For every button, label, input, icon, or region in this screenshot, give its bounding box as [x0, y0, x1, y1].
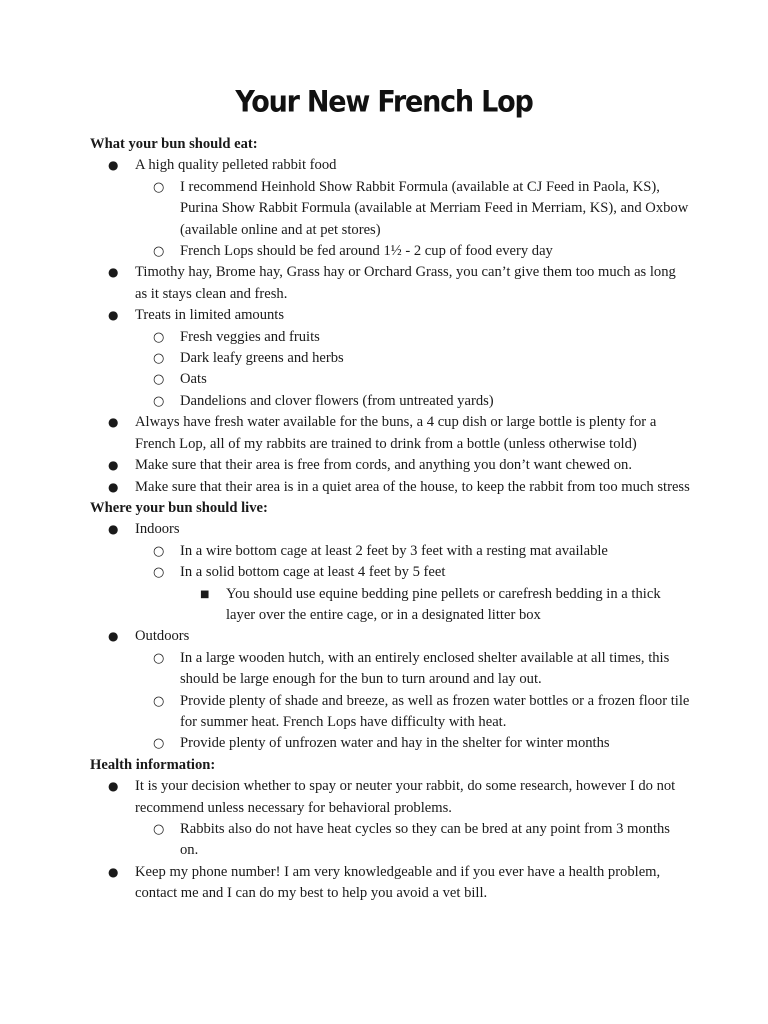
- list-item-text: Make sure that their area is free from cords, and anything you don’t want chewed on.: [135, 457, 632, 474]
- hollow-circle-bullet-icon: ○: [153, 329, 165, 345]
- list-item: [135, 819, 690, 862]
- list-item-text: Always have fresh water available for the buns, a 4 cup dish or large bottle is plenty for a French Lop, all of my rabbits are trained to drink from a bottle (unless otherwise told): [135, 414, 657, 452]
- list-item-text: In a wire bottom cage at least 2 feet by 3 feet with a resting mat available: [180, 542, 608, 559]
- list-item-text: A high quality pelleted rabbit food: [135, 157, 337, 174]
- list-item-text: French Lops should be fed around 1½ - 2 cup of food every day: [180, 243, 553, 260]
- filled-circle-bullet-icon: ●: [108, 308, 119, 323]
- hollow-circle-bullet-icon: ○: [153, 565, 165, 581]
- bullet-list-level-2: [135, 177, 690, 263]
- list-item: [90, 519, 690, 626]
- bullet-list-level-2: [135, 327, 690, 413]
- hollow-circle-bullet-icon: ○: [153, 650, 165, 666]
- list-item-text: Dark leafy greens and herbs: [180, 350, 344, 367]
- hollow-circle-bullet-icon: ○: [153, 543, 165, 559]
- square-bullet-icon: ■: [200, 588, 210, 600]
- hollow-circle-bullet-icon: ○: [153, 393, 165, 409]
- list-item-text: Make sure that their area is in a quiet area of the house, to keep the rabbit from too much stress: [135, 478, 690, 495]
- list-item-text: Rabbits also do not have heat cycles so they can be bred at any point from 3 months on.: [180, 821, 670, 859]
- bullet-list-level-1: [90, 519, 690, 754]
- filled-circle-bullet-icon: ●: [108, 522, 119, 537]
- hollow-circle-bullet-icon: ○: [153, 351, 165, 367]
- list-item: [135, 541, 690, 562]
- section-heading: What your bun should eat:: [90, 136, 258, 152]
- section-heading: Health information:: [90, 756, 216, 773]
- list-item-text: Keep my phone number! I am very knowledgeable and if you ever have a health problem, contact me and I can do my best to help you avoid a vet bill.: [135, 863, 661, 902]
- hollow-circle-bullet-icon: ○: [153, 822, 165, 837]
- bullet-list-level-2: [135, 541, 690, 627]
- list-item-text: Oats: [180, 371, 207, 388]
- list-item: [90, 776, 690, 862]
- filled-circle-bullet-icon: ●: [108, 864, 119, 879]
- list-item: [90, 477, 690, 498]
- list-item: [135, 691, 690, 734]
- list-item-text: Indoors: [135, 521, 180, 538]
- bullet-list-level-2: [135, 819, 690, 862]
- hollow-circle-bullet-icon: ○: [153, 372, 165, 388]
- list-item-text: Treats in limited amounts: [135, 307, 285, 324]
- list-item-text: Fresh veggies and fruits: [180, 328, 320, 345]
- list-item-text: Outdoors: [135, 628, 190, 645]
- list-item: [135, 327, 690, 348]
- filled-circle-bullet-icon: ●: [108, 158, 119, 173]
- list-item: [135, 562, 690, 626]
- filled-circle-bullet-icon: ●: [108, 265, 119, 280]
- hollow-circle-bullet-icon: ○: [153, 693, 165, 709]
- list-item: [135, 391, 690, 412]
- list-item: [90, 262, 690, 305]
- list-item: [90, 155, 690, 262]
- filled-circle-bullet-icon: ●: [108, 629, 119, 644]
- filled-circle-bullet-icon: ●: [108, 479, 119, 494]
- filled-circle-bullet-icon: ●: [108, 415, 119, 430]
- bullet-list-level-3: [180, 584, 690, 627]
- list-item: [90, 862, 690, 905]
- bullet-list-level-1: [90, 155, 690, 498]
- list-item-text: Timothy hay, Brome hay, Grass hay or Orchard Grass, you can’t give them too much as long as it stays clean and fresh.: [135, 264, 676, 302]
- list-item: [90, 412, 690, 455]
- list-item: [90, 626, 690, 754]
- page-title: Your New French Lop: [235, 85, 533, 120]
- list-item-text: It is your decision whether to spay or neuter your rabbit, do some research, however I do not recommend unless necessary for behavioral problems.: [135, 778, 676, 816]
- list-item: [90, 305, 690, 412]
- list-item: [135, 241, 690, 262]
- section-heading: Where your bun should live:: [90, 499, 268, 516]
- list-item: [135, 177, 690, 241]
- list-item: [135, 369, 690, 390]
- list-item-text: Dandelions and clover flowers (from untreated yards): [180, 392, 494, 409]
- list-item-text: You should use equine bedding pine pellets or carefresh bedding in a thick layer over the entire cage, or in a designated litter box: [226, 585, 661, 623]
- filled-circle-bullet-icon: ●: [108, 458, 119, 473]
- list-item-text: Provide plenty of shade and breeze, as well as frozen water bottles or a frozen floor tile for summer heat. French Lops have difficulty with heat.: [180, 692, 690, 730]
- list-item-text: In a solid bottom cage at least 4 feet by 5 feet: [180, 564, 446, 581]
- document-body: [90, 134, 690, 905]
- bullet-list-level-2: [135, 648, 690, 755]
- list-item: [135, 648, 690, 691]
- list-item: [135, 348, 690, 369]
- hollow-circle-bullet-icon: ○: [153, 179, 165, 195]
- list-item-text: Provide plenty of unfrozen water and hay in the shelter for winter months: [180, 735, 610, 752]
- filled-circle-bullet-icon: ●: [108, 779, 119, 794]
- list-item-text: In a large wooden hutch, with an entirely enclosed shelter available at all times, this should be large enough for the bun to turn around and lay out.: [180, 649, 670, 688]
- list-item: [180, 584, 690, 627]
- bullet-list-level-1: [90, 776, 690, 904]
- list-item: [135, 733, 690, 754]
- hollow-circle-bullet-icon: ○: [153, 244, 165, 260]
- list-item-text: I recommend Heinhold Show Rabbit Formula (available at CJ Feed in Paola, KS), Purina Show Rabbit Formula (available at Merriam Feed in Merriam, KS), and Oxbow (available online and at pet stores): [180, 178, 689, 238]
- hollow-circle-bullet-icon: ○: [153, 736, 165, 752]
- list-item: [90, 455, 690, 476]
